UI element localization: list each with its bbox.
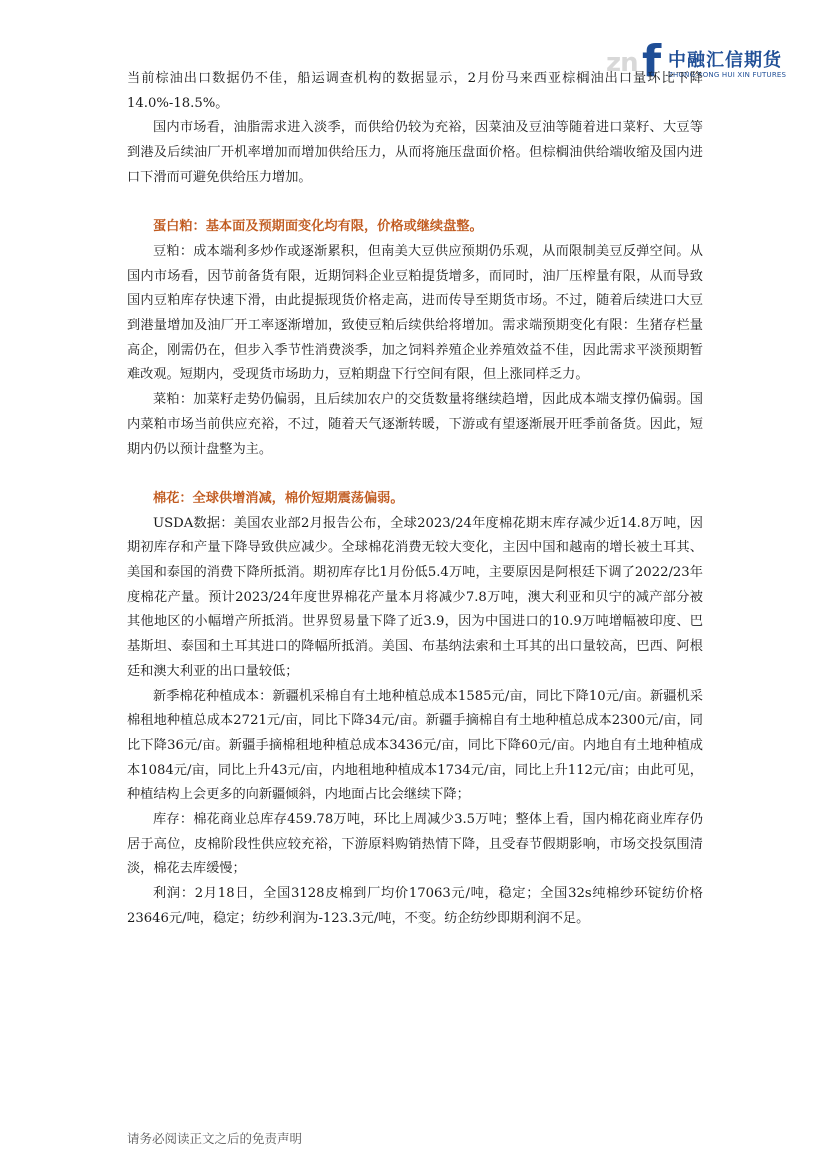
cotton-heading: 棉花：全球供增消减，棉价短期震荡偏弱。 [153, 490, 404, 506]
planting-cost-paragraph: 新季棉花种植成本：新疆机采棉自有土地种植总成本1585元/亩，同比下降10元/亩。新疆机采棉租地种植总成本2721元/亩，同比下降34元/亩。新疆手摘棉自有土地种植总成本2300元/亩，同比下降36元/亩。新疆手摘棉租地种植总成本3436元/亩，同比下降60元/亩。内地自有土地种植成本1084元/亩，同比上升43元/亩，内地租地种植成本1734元/亩，同比上升112元/亩；由此可见，种植结构上会更多的向新疆倾斜，内地面占比会继续下降； [127, 688, 703, 803]
section-gap [127, 191, 703, 216]
palm-oil-export-paragraph: 当前棕油出口数据仍不佳，船运调查机构的数据显示，2月份马来西亚棕榈油出口量环比下降14.0%-18.5%。 [127, 71, 703, 111]
rapeseed-meal-paragraph: 菜粕：加菜籽走势仍偏弱，且后续加农户的交货数量将继续趋增，因此成本端支撑仍偏弱。国内菜粕市场当前供应充裕，不过，随着天气逐渐转暖，下游或有望逐渐展开旺季前备货。因此，短期内仍以预计盘整为主。 [127, 392, 703, 457]
profit-paragraph: 利润：2月18日，全国3128皮棉到厂均价17063元/吨，稳定；全国32s纯棉纱环锭纺价格23646元/吨，稳定；纺纱利润为-123.3元/吨，不变。纺企纺纱即期利润不足。 [127, 886, 703, 926]
disclaimer-footer: 请务必阅读正文之后的免责声明 [127, 1131, 303, 1146]
logo-letter: f [642, 36, 662, 87]
logo-company-name-en: ZHONG RONG HUI XIN FUTURES [668, 71, 787, 79]
soybean-meal-paragraph: 豆粕：成本端利多炒作或逐渐累积，但南美大豆供应预期仍乐观，从而限制美豆反弹空间。从国内市场看，因节前备货有限，近期饲料企业豆粕提货增多，而同时，油厂压榨量有限，从而导致国内豆粕库存快速下滑，由此提振现货价格走高，进而传导至期货市场。不过，随着后续进口大豆到港量增加及油厂开工率逐渐增加，致使豆粕后续供给将增加。需求端预期变化有限：生猪存栏量高企，刚需仍在，但步入季节性消费淡季，加之饲料养殖企业养殖效益不佳，因此需求平淡预期暂难改观。短期内，受现货市场助力，豆粕期盘下行空间有限，但上涨同样乏力。 [127, 243, 703, 383]
protein-meal-heading: 蛋白粕：基本面及预期面变化均有限，价格或继续盘整。 [153, 219, 483, 235]
logo-company-name: 中融汇信期货 [668, 50, 782, 71]
inventory-paragraph: 库存：棉花商业总库存459.78万吨，环比上周减少3.5万吨；整体上看，国内棉花商业库存仍居于高位，皮棉阶段性供应较充裕，下游原料购销热情下降，且受春节假期影响，市场交投氛围清淡，棉花去库缓慢； [127, 812, 703, 877]
usda-data-paragraph: USDA数据：美国农业部2月报告公布，全球2023/24年度棉花期末库存减少近14.8万吨，因期初库存和产量下降导致供应减少。全球棉花消费无较大变化，主因中国和越南的增长被土耳其、美国和泰国的消费下降所抵消。期初库存比1月份低5.4万吨，主要原因是阿根廷下调了2022/23年度棉花产量。预计2023/24年度世界棉花产量本月将减少7.8万吨，澳大利亚和贝宁的减产部分被其他地区的小幅增产所抵消。世界贸易量下降了近3.9，因为中国进口的10.9万吨增幅被印度、巴基斯坦、泰国和土耳其进口的降幅所抵消。美国、布基纳法索和土耳其的出口量较高，巴西、阿根廷和澳大利亚的出口量较低； [127, 515, 703, 679]
section-gap [127, 462, 703, 487]
domestic-oil-market-paragraph: 国内市场看，油脂需求进入淡季，而供给仍较为充裕，因菜油及豆油等随着进口菜籽、大豆等到港及后续油厂开机率增加而增加供给压力，从而将施压盘面价格。但棕榈油供给端收缩及国内进口下滑而可避免供给压力增加。 [127, 120, 703, 185]
logo-mark: zn [606, 48, 638, 78]
report-body [127, 67, 703, 932]
